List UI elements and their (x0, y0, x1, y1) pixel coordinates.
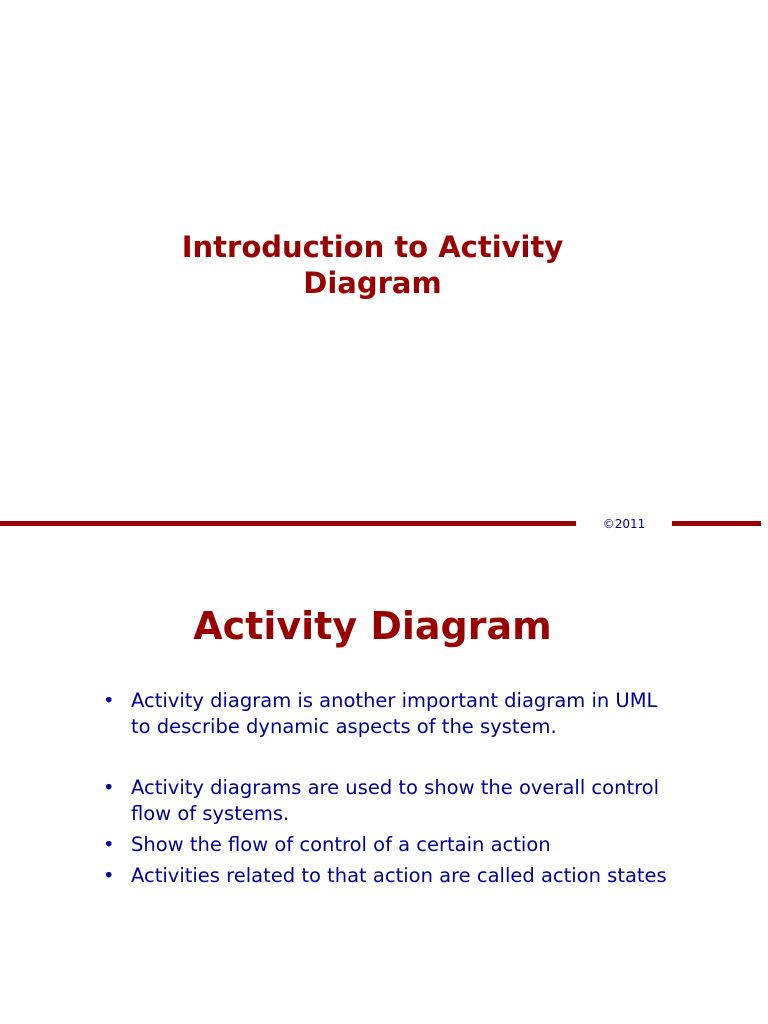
bullet-text: Show the flow of control of a certain action (131, 833, 551, 856)
bullet-icon: • (103, 833, 115, 856)
bullet-icon: • (103, 864, 115, 887)
bullet-icon: • (103, 776, 115, 799)
slide-title-line-1: Introduction to Activity (181, 230, 564, 264)
bullet-item (103, 775, 683, 827)
slide-title-activity-diagram: Activity Diagram (193, 604, 552, 648)
slide-title-intro (120, 229, 625, 301)
bullet-item (103, 688, 683, 740)
bullet-icon: • (103, 689, 115, 712)
bullet-item (103, 863, 683, 889)
bullet-list (103, 688, 683, 889)
bullet-text: Activity diagram is another important diagram in UML to describe dynamic aspects of the system. (131, 689, 658, 738)
bullet-text: Activity diagrams are used to show the overall control flow of systems. (131, 776, 660, 825)
bullet-text: Activities related to that action are called action states (131, 864, 667, 887)
copyright-text: ©2011 (602, 517, 646, 531)
divider-line-right (672, 521, 761, 526)
divider-line-left (0, 521, 576, 526)
bullet-item (103, 832, 683, 858)
slide-title-line-2: Diagram (303, 266, 442, 300)
